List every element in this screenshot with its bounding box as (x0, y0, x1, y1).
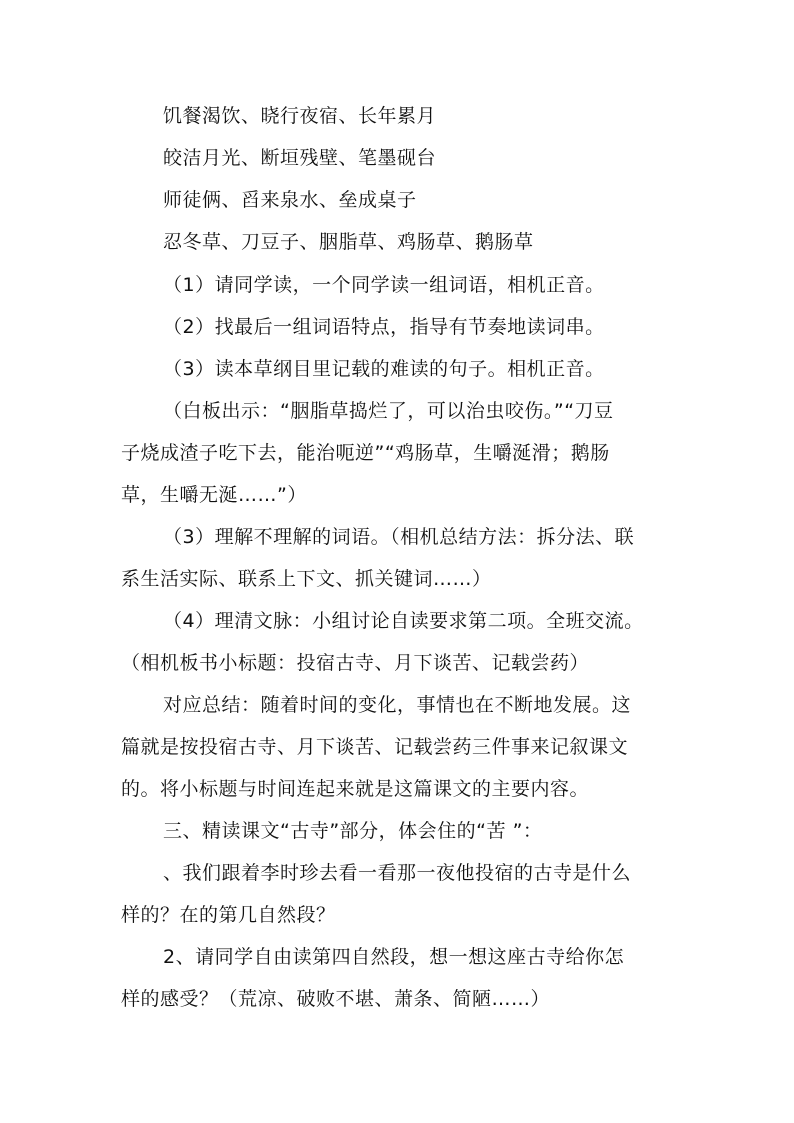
vocab-line-2: 皎洁月光、断垣残壁、笔墨砚台 (163, 147, 437, 169)
step-2-text: （2）找最后一组词语特点，指导有节奏地读词串。 (163, 316, 605, 338)
whiteboard-text-line-2: 子烧成渣子吃下去，能治呃逆”“鸡肠草，生嚼涎滑；鹅肠 (121, 442, 610, 464)
step-4-text-line-1: （4）理清文脉：小组讨论自读要求第二项。全班交流。 (163, 610, 644, 632)
step-3b-text-line-1: （3）理解不理解的词语。（相机总结方法：拆分法、联 (163, 526, 635, 548)
item-1-line-1: 、我们跟着李时珍去看一看那一夜他投宿的古寺是什么 (163, 862, 632, 884)
summary-line-3: 的。将小标题与时间连起来就是这篇课文的主要内容。 (121, 778, 590, 800)
section-3-heading: 三、精读课文“古寺”部分，体会住的“苦 ”： (163, 820, 543, 842)
summary-line-1: 对应总结：随着时间的变化，事情也在不断地发展。这 (163, 694, 632, 716)
whiteboard-text-line-3: 草，生嚼无涎……”） (121, 484, 307, 506)
whiteboard-text-line-1: （白板出示：“胭脂草捣烂了，可以治虫咬伤。”“刀豆 (163, 400, 614, 422)
step-3b-text-line-2: 系生活实际、联系上下文、抓关键词……） (121, 568, 492, 590)
item-2-line-1: 2、请同学自由读第四自然段，想一想这座古寺给你怎 (163, 946, 625, 968)
item-1-line-2: 样的？在的第几自然段？ (121, 904, 336, 926)
step-1-text: （1）请同学读，一个同学读一组词语，相机正音。 (163, 274, 605, 296)
step-3-text: （3）读本草纲目里记载的难读的句子。相机正音。 (163, 358, 605, 380)
item-2-line-2: 样的感受？（荒凉、破败不堪、萧条、简陋……） (121, 988, 551, 1010)
vocab-line-4: 忍冬草、刀豆子、胭脂草、鸡肠草、鹅肠草 (163, 231, 534, 253)
summary-line-2: 篇就是按投宿古寺、月下谈苦、记载尝药三件事来记叙课文 (121, 736, 629, 758)
vocab-line-1: 饥餐渴饮、晓行夜宿、长年累月 (163, 105, 437, 127)
vocab-line-3: 师徒俩、舀来泉水、垒成桌子 (163, 189, 417, 211)
step-4-text-line-2: （相机板书小标题：投宿古寺、月下谈苦、记载尝药） (121, 652, 590, 674)
